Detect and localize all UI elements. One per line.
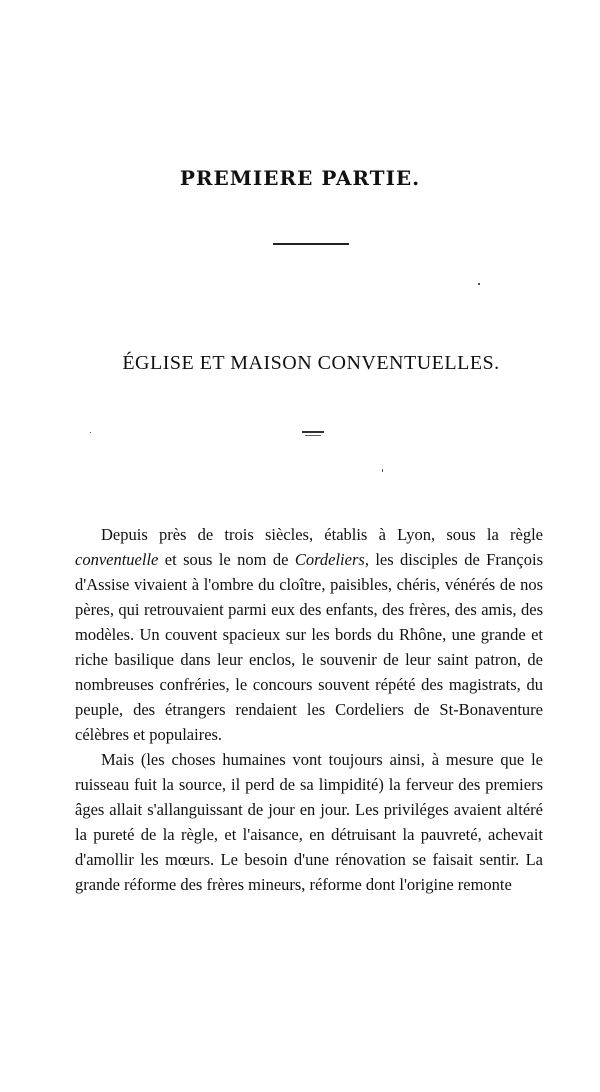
body-text (75, 522, 543, 897)
print-speck (478, 283, 480, 285)
print-speck (382, 469, 383, 472)
text-segment: et sous le nom de (158, 550, 295, 569)
section-ornament-rule (302, 431, 324, 433)
text-segment: Depuis près de trois siècles, établis à Lyon, sous la règle (101, 525, 543, 544)
text-segment-italic: conventuelle (75, 550, 159, 569)
print-speck (90, 432, 91, 433)
section-title: ÉGLISE ET MAISON CONVENTUELLES. (122, 352, 500, 374)
text-segment: , les disciples de François d'Assise vivaient à l'ombre du cloître, paisibles, chéris, vénérés de nos pères, qui retrouvaient parmi eux des enfants, des frères, des amis, des modèles. Un couvent spacieux sur les bords du Rhône, une grande et riche basilique dans leur enclos, le souvenir de leur saint patron, de nombreuses confréries, le concours souvent répété des magistrats, du peuple, des étrangers rendaient les Cordeliers de St-Bonaventure célèbres et populaires. (75, 550, 543, 744)
text-segment: Mais (les choses humaines vont toujours ainsi, à mesure que le ruisseau fuit la source, il perd de sa limpidité) la ferveur des premiers âges allait s'allanguissant de jour en jour. Les priviléges avaient altéré la pureté de la règle, et l'aisance, en détruisant la pauvreté, achevait d'amollir les mœurs. Le besoin d'une rénovation se faisait sentir. La grande réforme des frères mineurs, réforme dont l'origine remonte (75, 750, 543, 894)
paragraph-2 (75, 747, 543, 897)
paragraph-1 (75, 522, 543, 747)
part-title: PREMIERE PARTIE. (179, 166, 421, 190)
section-ornament-rule-thin (305, 435, 321, 436)
title-rule (273, 243, 349, 245)
text-segment-italic: Cordeliers (294, 550, 365, 569)
